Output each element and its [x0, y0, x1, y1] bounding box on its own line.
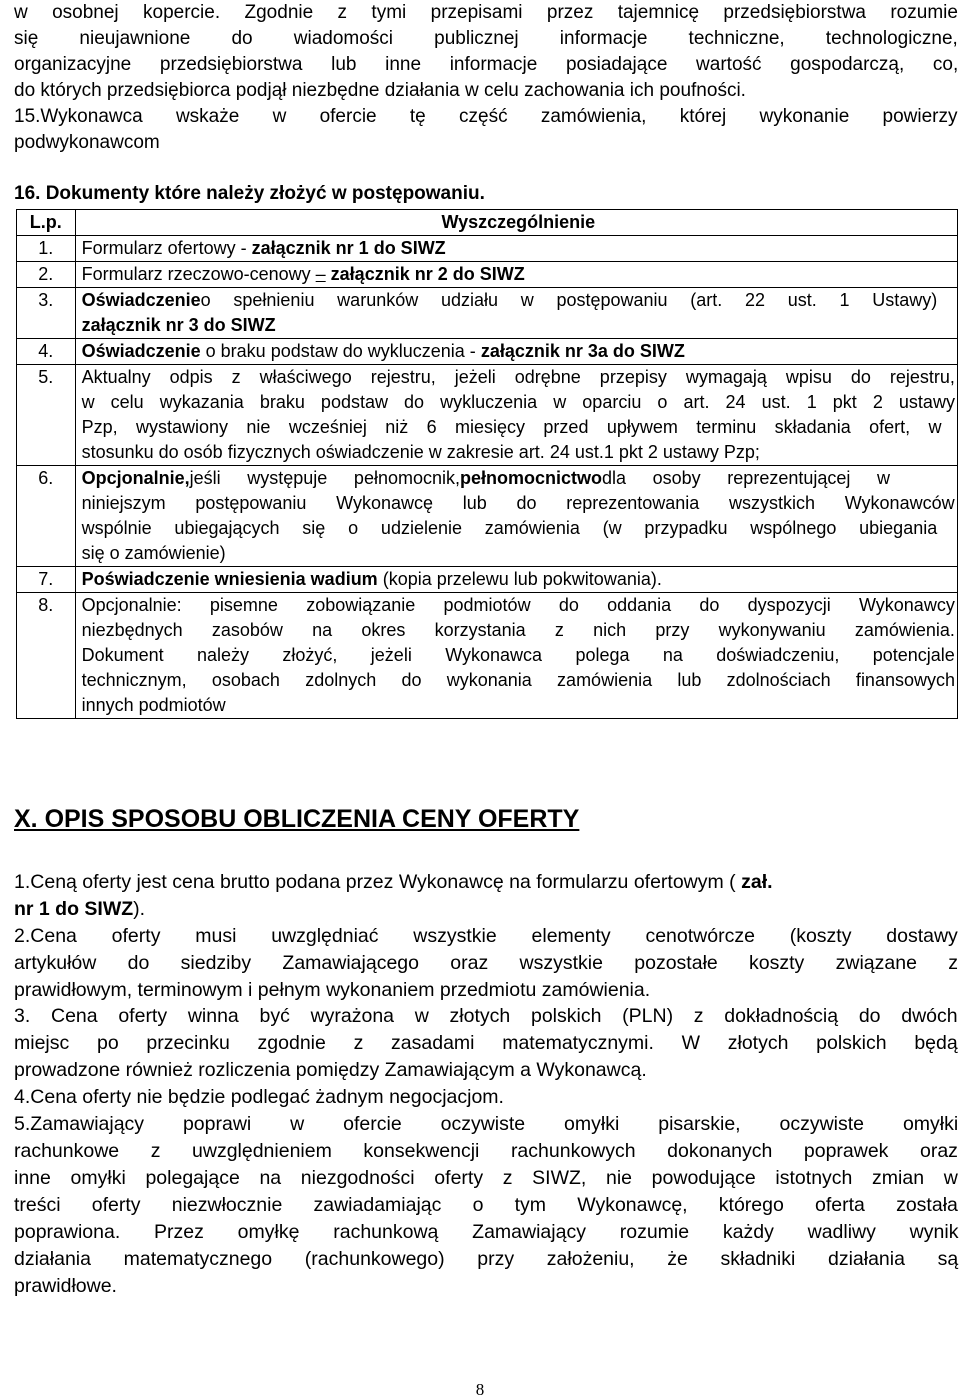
paragraph-text: rachunkowe z uwzględnieniem konsekwencji rachunkowych dokonanych poprawek oraz	[14, 1140, 958, 1162]
table-row	[17, 365, 958, 466]
row-text-bold: Oświadczenie	[81, 290, 201, 310]
paragraph-4: 4.Cena oferty nie będzie podlegać żadnym negocjacjom.	[14, 1086, 504, 1108]
row-text-bold: pełnomocnictwo	[459, 468, 602, 488]
paragraph-line	[14, 1030, 958, 1057]
row-text: o spełnieniu warunków udziału w postępowaniu (art. 22 ust. 1 Ustawy)	[200, 290, 938, 310]
row-line	[82, 415, 955, 440]
paragraph-3	[14, 1003, 958, 1084]
paragraph-line	[14, 1165, 958, 1192]
paragraph-text: 2.Cena oferty musi uwzględniać wszystkie elementy cenotwórcze (koszty dostawy	[14, 925, 958, 947]
paragraph-line	[14, 1003, 958, 1030]
row-text: Formularz rzeczowo-cenowy	[81, 264, 316, 284]
table-row	[17, 262, 958, 288]
paragraph-line	[14, 1192, 958, 1219]
intro-line	[14, 26, 958, 52]
row-description	[75, 365, 957, 466]
paragraph-text: 3. Cena oferty winna być wyrażona w złotych polskich (PLN) z dokładnością do dwóch	[14, 1005, 958, 1027]
row-text-bold: załącznik nr 2 do SIWZ	[325, 264, 525, 284]
row-line	[82, 593, 955, 618]
section-x-heading: X. OPIS SPOSOBU OBLICZENIA CENY OFERTY	[14, 805, 580, 833]
row-text: Aktualny odpis z właściwego rejestru, jeżeli odrębne przepisy wymagają wpisu do rejestru,	[81, 367, 955, 387]
row-text-bold: załącznik nr 1 do SIWZ	[251, 238, 446, 258]
paragraph-5	[14, 1111, 958, 1300]
table-row	[17, 466, 958, 567]
row-line-content	[82, 288, 938, 313]
paragraph-text: prawidłowym, terminowym i pełnym wykonaniem przedmiotu zamówienia.	[14, 979, 651, 1001]
paragraph-line	[14, 896, 958, 923]
page-number: 8	[475, 1380, 485, 1399]
row-text-bold: Poświadczenie wniesienia wadium	[81, 569, 378, 589]
row-description	[75, 236, 957, 262]
row-text: niezbędnych zasobów na okres korzystania z nich przy wykonywaniu zamówienia.	[81, 620, 955, 640]
paragraph-text: prowadzone również rozliczenia pomiędzy Zamawiającym a Wykonawcą.	[14, 1059, 647, 1081]
paragraph-text: działania matematycznego (rachunkowego) przy założeniu, że składniki działania są	[14, 1248, 959, 1270]
paragraph-line	[14, 923, 958, 950]
row-description	[75, 567, 957, 593]
row-number: 3.	[17, 288, 76, 339]
row-text-bold: załącznik nr 3 do SIWZ	[81, 315, 276, 335]
documents-table	[16, 209, 958, 719]
row-number: 4.	[17, 339, 76, 365]
row-text-bold: Opcjonalnie,	[81, 468, 190, 488]
table-header-row	[17, 210, 958, 236]
row-text: stosunku do osób fizycznych oświadczenie w zakresie art. 24 ust.1 pkt 2 ustawy Pzp;	[81, 442, 760, 462]
row-dash: –	[315, 264, 326, 284]
row-text: jeśli występuje pełnomocnik,	[189, 468, 460, 488]
paragraph-1	[14, 869, 958, 923]
table-row	[17, 236, 958, 262]
table-row	[17, 567, 958, 593]
row-text: technicznym, osobach zdolnych do wykonania zamówienia lub zdolnościach finansowych	[81, 670, 955, 690]
row-text: niniejszym postępowaniu Wykonawcę lub do reprezentowania wszystkich Wykonawców	[81, 493, 955, 513]
row-line	[82, 390, 955, 415]
row-number: 7.	[17, 567, 76, 593]
intro-text-line-1: w osobnej kopercie. Zgodnie z tymi przepisami przez tajemnicę przedsiębiorstwa rozumie	[14, 2, 958, 23]
paragraph-text: miejsc po przecinku zgodnie z zasadami matematycznymi. W złotych polskich będą	[14, 1032, 958, 1054]
paragraph-2	[14, 923, 958, 1004]
paragraph-line	[14, 1219, 958, 1246]
paragraph-text-bold: nr 1 do SIWZ	[14, 898, 134, 920]
row-text: w celu wykazania braku podstaw do wykluczenia w oparciu o art. 24 ust. 1 pkt 2 ustawy	[81, 392, 955, 412]
paragraph-line	[14, 1138, 958, 1165]
paragraph-line	[14, 869, 958, 896]
row-number: 5.	[17, 365, 76, 466]
row-text-bold: Oświadczenie	[81, 341, 201, 361]
item-15-text-line-2: podwykonawcom	[14, 132, 160, 153]
paragraph-text: ).	[133, 898, 146, 920]
row-text: (kopia przelewu lub pokwitowania).	[377, 569, 662, 589]
paragraph-line	[14, 1111, 958, 1138]
row-number: 6.	[17, 466, 76, 567]
row-description	[75, 466, 957, 567]
paragraph-text: inne omyłki polegające na niezgodności oferty z SIWZ, nie powodujące istotnych zmian w	[14, 1167, 958, 1189]
row-line	[82, 618, 955, 643]
row-description	[75, 262, 957, 288]
paragraph-text: 1.Ceną oferty jest cena brutto podana przez Wykonawcę na formularzu ofertowym (	[14, 871, 742, 893]
row-line	[82, 466, 955, 491]
paragraph-line	[14, 1246, 958, 1273]
row-text: dla osoby reprezentującej w	[602, 468, 891, 488]
row-line-content	[82, 466, 890, 491]
intro-line	[14, 0, 958, 26]
row-text: Pzp, wystawiony nie wcześniej niż 6 miesięcy przed upływem terminu składania ofert, w	[81, 417, 942, 437]
row-text: wspólnie ubiegających się o udzielenie zamówienia (w przypadku wspólnego ubiegania	[81, 518, 938, 538]
row-number: 8.	[17, 593, 76, 719]
paragraph-text: poprawiona. Przez omyłkę rachunkową Zamawiający rozumie każdy wadliwy wynik	[14, 1221, 959, 1243]
intro-text-line-3: organizacyjne przedsiębiorstwa lub inne informacje posiadające wartość gospodarczą, co,	[14, 54, 959, 75]
row-description	[75, 339, 957, 365]
table-row	[17, 339, 958, 365]
section-16-heading: 16. Dokumenty które należy złożyć w postępowaniu.	[14, 183, 485, 204]
item-15-line	[14, 104, 958, 130]
paragraph-text: treści oferty niezwłocznie zawiadamiając o tym Wykonawcę, którego oferta została	[14, 1194, 958, 1216]
row-text: o braku podstaw do wykluczenia -	[200, 341, 481, 361]
row-line	[82, 668, 955, 693]
row-line	[82, 288, 955, 313]
row-text: Dokument należy złożyć, jeżeli Wykonawca polega na doświadczeniu, potencjale	[81, 645, 955, 665]
paragraph-line	[14, 950, 958, 977]
table-row	[17, 288, 958, 339]
row-description	[75, 593, 957, 719]
item-15-text-line-1: 15.Wykonawca wskaże w ofercie tę część zamówienia, której wykonanie powierzy	[14, 106, 958, 127]
row-line	[82, 643, 955, 668]
intro-text-line-4: do których przedsiębiorca podjął niezbędne działania w celu zachowania ich poufności.	[14, 80, 746, 101]
row-description	[75, 288, 957, 339]
column-header-lp: L.p.	[17, 210, 76, 236]
paragraph-text: artykułów do siedziby Zamawiającego oraz wszystkie pozostałe koszty związane z	[14, 952, 958, 974]
paragraph-text: 5.Zamawiający poprawi w ofercie oczywiste omyłki pisarskie, oczywiste omyłki	[14, 1113, 959, 1135]
row-line	[82, 491, 955, 516]
row-line	[82, 365, 955, 390]
intro-text-line-2: się nieujawnione do wiadomości publicznej informacje techniczne, technologiczne,	[14, 28, 958, 49]
intro-line	[14, 52, 958, 78]
column-header-description: Wyszczególnienie	[75, 210, 957, 236]
row-text: Opcjonalnie: pisemne zobowiązanie podmiotów do oddania do dyspozycji Wykonawcy	[81, 595, 955, 615]
paragraph-text-bold: zał.	[741, 871, 773, 893]
row-number: 2.	[17, 262, 76, 288]
row-number: 1.	[17, 236, 76, 262]
row-text: innych podmiotów	[81, 695, 226, 715]
row-text-bold: załącznik nr 3a do SIWZ	[480, 341, 685, 361]
row-text: Formularz ofertowy -	[81, 238, 252, 258]
paragraph-text: prawidłowe.	[14, 1275, 117, 1297]
row-text: się o zamówienie)	[81, 543, 226, 563]
intro-paragraph	[14, 0, 958, 156]
row-line	[82, 516, 955, 541]
table-row	[17, 593, 958, 719]
